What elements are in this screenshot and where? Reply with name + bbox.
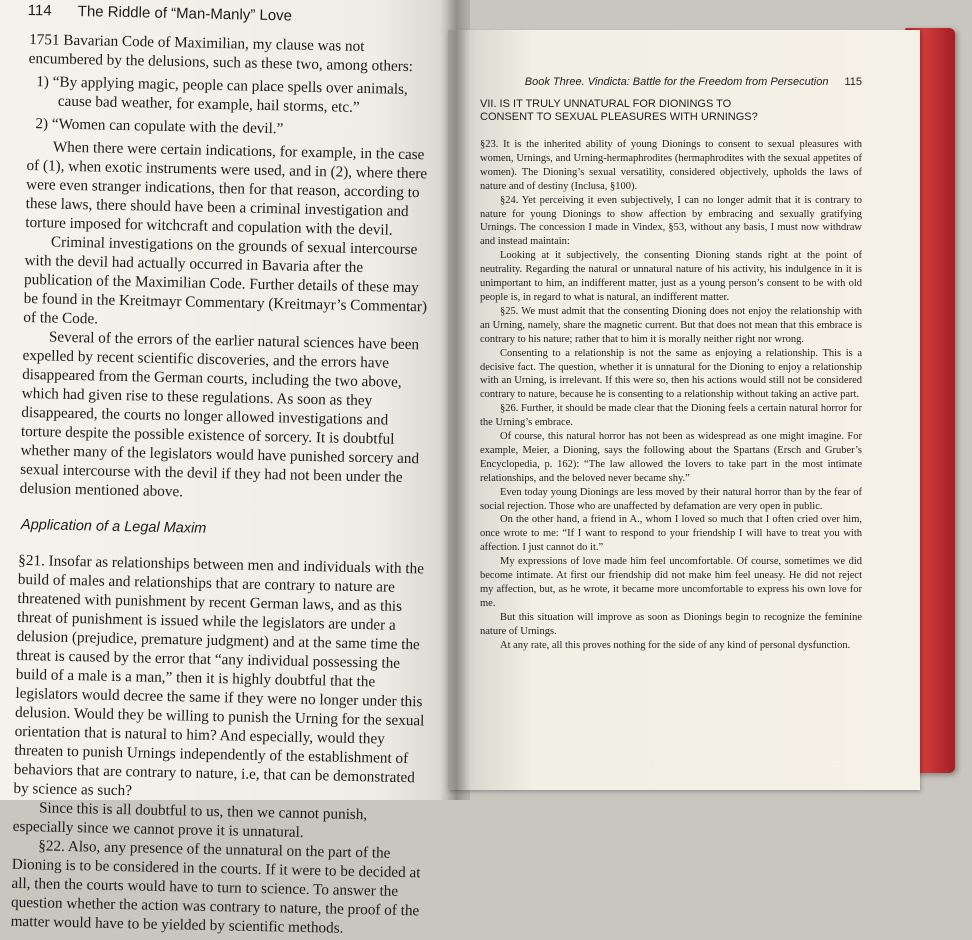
left-page-number: 114: [27, 1, 52, 20]
left-page: [0, 0, 470, 937]
right-running-title: Book Three. Vindicta: Battle for the Freedom from Persecution: [524, 76, 829, 88]
paragraph: 1751 Bavarian Code of Maximilian, my clause was not encumbered by the delusions, such as these two, among others:: [28, 30, 414, 76]
list-item: 1) “By applying magic, people can place spells over animals, cause bad weather, for example, hail storms, etc.”: [36, 73, 408, 116]
paragraph: §26. Further, it should be made clear that the Dioning feels a certain natural horror for the Urning’s embrace.: [480, 403, 862, 429]
paragraph: §23. It is the inherited ability of young Dionings to consent to sexual pleasures with women, Urnings, and Urning-hermaphrodites (hermaphrodites with the sexual appetites of women). The Dioning’s sexual versatility, considered objectively, upholds the laws of nature and of destiny (Inclusa, §100).: [480, 139, 862, 192]
left-page-header: [28, 2, 448, 28]
right-page-header: [480, 76, 862, 88]
paragraph: §21. Insofar as relationships between men and individuals with the build of males and relationships that are contrary to nature are threatened with punishment by recent German laws, and as this threat of punishment is issued while the legislators are under a delusion (prejudice, premature judgment) and at the same time the threat is caused by the error that “any individual possessing the build of a male is a man,” then it is highly doubtful that the legislators would decree the same if they were no longer under this delusion. Would they be willing to punish the Urning for the sexual orientation that is natural to him? And especially, would they threaten to punish Urnings independently of the establishment of behaviors that are contrary to nature, i.e, that can be demonstrated by science as such?: [13, 551, 425, 800]
right-page-content: [480, 76, 862, 653]
paragraph: Looking at it subjectively, the consenting Dioning stands right at the point of neutrality. Regarding the natural or unnatural nature of his activity, his indulgence in it is unimportant to him, an indifferent matter, just as a young person’s consent to be with old people is, in regard to what is natural, an indifferent matter.: [480, 250, 862, 303]
paragraph: Several of the errors of the earlier natural sciences have been expelled by recent scientific discoveries, and the errors have disappeared from the German courts, including the two above, which had given rise to these regulations. As soon as they disappeared, the courts no longer allowed investigations and torture despite the possible existence of sorcery. It is doubtful whether many of the legislators would have punished sorcery and sexual intercourse with the devil if they had not been under the delusion mentioned above.: [19, 328, 420, 501]
paragraph: §24. Yet perceiving it even subjectively, I can no longer admit that it is contrary to nature for young Dionings to show affection by embracing and sexually gratifying Urnings. The concession I made in Vindex, §53, without any basis, I must now withdraw and instead maintain:: [480, 194, 862, 248]
left-page-body: [11, 30, 440, 939]
section-heading: Application of a Legal Maxim: [20, 516, 207, 537]
paragraph: Criminal investigations on the grounds of sexual intercourse with the devil had actually occurred in Bavaria after the publication of the Maximilian Code. Further details of these may be found in the Kreitmayr Commentary (Kreitmayr’s Commentar) of the Code.: [23, 233, 428, 328]
paragraph: On the other hand, a friend in A., whom I loved so much that I often cried over him, once wrote to me: “If I want to respond to your friendship I will have to treat you with affection. I just cannot do it.”: [480, 514, 862, 554]
paragraph: Even today young Dionings are less moved by their natural horror than by the fear of social rejection. Those who are unaffected by defamation are very open in public.: [480, 486, 862, 512]
paragraph: §22. Also, any presence of the unnatural on the part of the Dioning is to be considered in the courts. If it were to be decided at all, then the courts would have to turn to science. To answer the question whether the action was contrary to nature, the proof of the matter would have to be yielded by scientific methods.: [10, 837, 421, 937]
paragraph: Since this is all doubtful to us, then we cannot punish, especially since we cannot prove it is unnatural.: [12, 799, 368, 841]
paragraph: When there were certain indications, for example, in the case of (1), when exotic instruments were used, and in (2), where there were even stranger indications, then for that reason, according to these laws, there should have been a criminal investigation and torture imposed for witchcraft and copulation with the devil.: [25, 138, 428, 239]
right-page-number: 115: [844, 76, 862, 88]
list-item: 2) “Women can copulate with the devil.”: [35, 115, 284, 138]
paragraph: §25. We must admit that the consenting Dioning does not enjoy the relationship with an Urning, namely, share the magnetic current. But that does not mean that this embrace is contrary to his nature; rather that to him it is morally neither right nor wrong.: [480, 305, 862, 345]
paragraph: But this situation will improve as soon as Dionings begin to recognize the feminine nature of Urnings.: [480, 611, 862, 637]
paragraph: My expressions of love made him feel uncomfortable. Of course, sometimes we did become intimate. At first our friendship did not make him feel uneasy. He did not reject my affection, but, as he wrote, it became more uncomfortable to express his own love for me.: [480, 556, 862, 609]
right-page: [448, 30, 920, 790]
paragraph: Of course, this natural horror has not been as widespread as one might imagine. For example, Meier, a Dioning, says the following about the Spartans (Ersch and Gruber’s Encyclopedia, p. 162): “The law allowed the lovers to take part in the most intimate relationships, and the beloved never became shy.”: [480, 431, 862, 484]
paragraph: Consenting to a relationship is not the same as enjoying a relationship. This is a decisive fact. The question, whether it is unnatural for the Dioning to enjoy a relationship with an Urning, is irrelevant. If this were so, then his actions would still not be considered contrary to nature, because he is consenting to a relationship without taking an active part.: [480, 347, 862, 401]
left-page-content: [10, 0, 450, 937]
section-title-line-2: CONSENT TO SEXUAL PLEASURES WITH URNINGS?: [480, 111, 758, 123]
left-running-title: The Riddle of “Man-Manly” Love: [77, 3, 293, 25]
book-gutter: [440, 0, 470, 800]
section-title: [480, 98, 862, 124]
right-page-body: [480, 138, 862, 653]
paragraph: At any rate, all this proves nothing for the side of any kind of personal dysfunction.: [500, 639, 851, 651]
section-title-line-1: VII. IS IT TRULY UNNATURAL FOR DIONINGS TO: [480, 98, 732, 110]
